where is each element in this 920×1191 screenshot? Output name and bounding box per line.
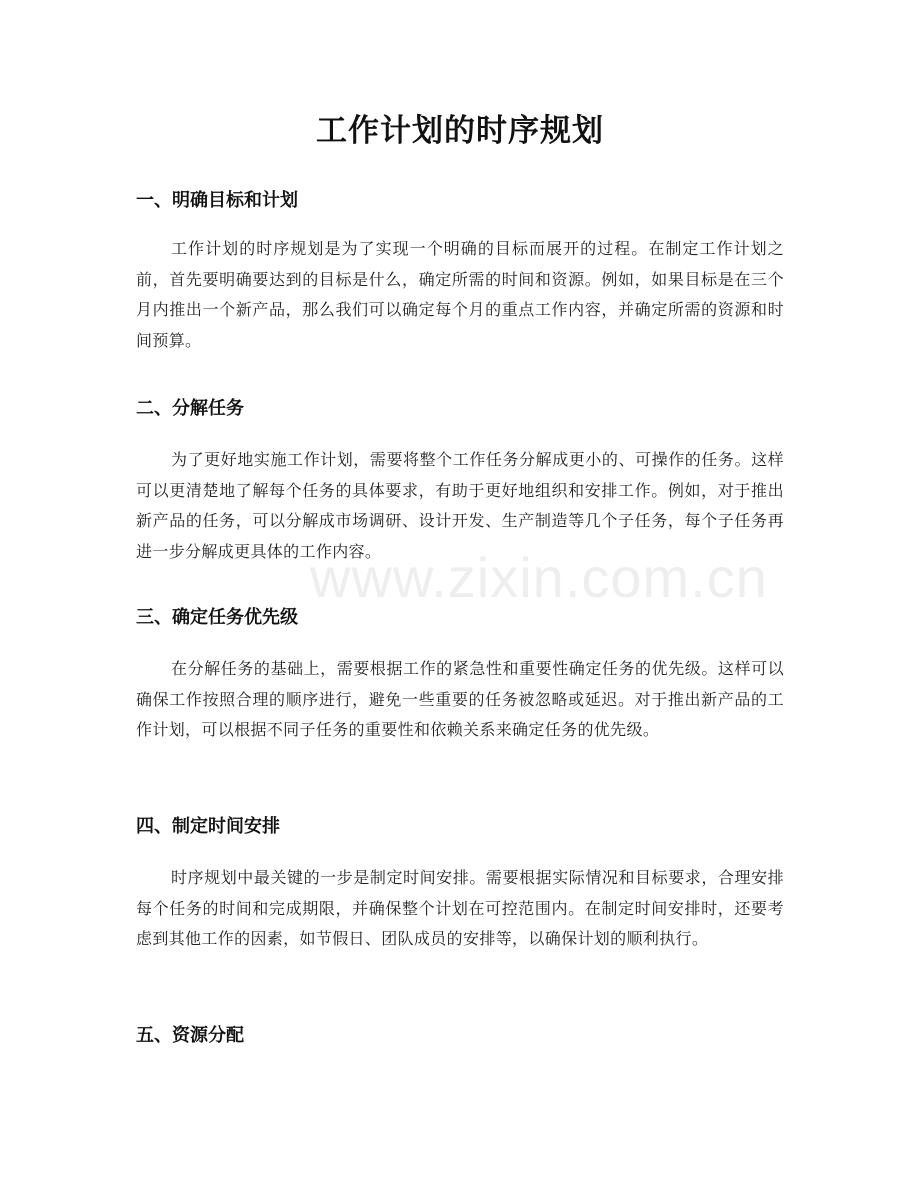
section-heading-1: 一、明确目标和计划 [136, 190, 298, 211]
section-heading-5: 五、资源分配 [136, 1025, 244, 1046]
section-heading-4: 四、制定时间安排 [136, 816, 280, 837]
section-heading-2: 二、分解任务 [136, 398, 244, 419]
section-heading-3: 三、确定任务优先级 [136, 607, 298, 628]
document-title: 工作计划的时序规划 [316, 113, 604, 149]
watermark: www.zixin.com.cn [310, 546, 768, 609]
section-body-1: 工作计划的时序规划是为了实现一个明确的目标而展开的过程。在制定工作计划之前，首先要明确要达到的目标是什么，确定所需的时间和资源。例如，如果目标是在三个月内推出一个新产品，那么我们可以确定每个月的重点工作内容，并确定所需的资源和时间预算。 [136, 239, 784, 350]
section-body-4: 时序规划中最关键的一步是制定时间安排。需要根据实际情况和目标要求，合理安排每个任务的时间和完成期限，并确保整个计划在可控范围内。在制定时间安排时，还要考虑到其他工作的因素，如节假日、团队成员的安排等，以确保计划的顺利执行。 [136, 868, 784, 949]
section-body-3: 在分解任务的基础上，需要根据工作的紧急性和重要性确定任务的优先级。这样可以确保工作按照合理的顺序进行，避免一些重要的任务被忽略或延迟。对于推出新产品的工作计划，可以根据不同子任务的重要性和依赖关系来确定任务的优先级。 [136, 659, 784, 740]
section-body-2: 为了更好地实施工作计划，需要将整个工作任务分解成更小的、可操作的任务。这样可以更清楚地了解每个任务的具体要求，有助于更好地组织和安排工作。例如，对于推出新产品的任务，可以分解成市场调研、设计开发、生产制造等几个子任务，每个子任务再进一步分解成更具体的工作内容。 [136, 450, 784, 561]
